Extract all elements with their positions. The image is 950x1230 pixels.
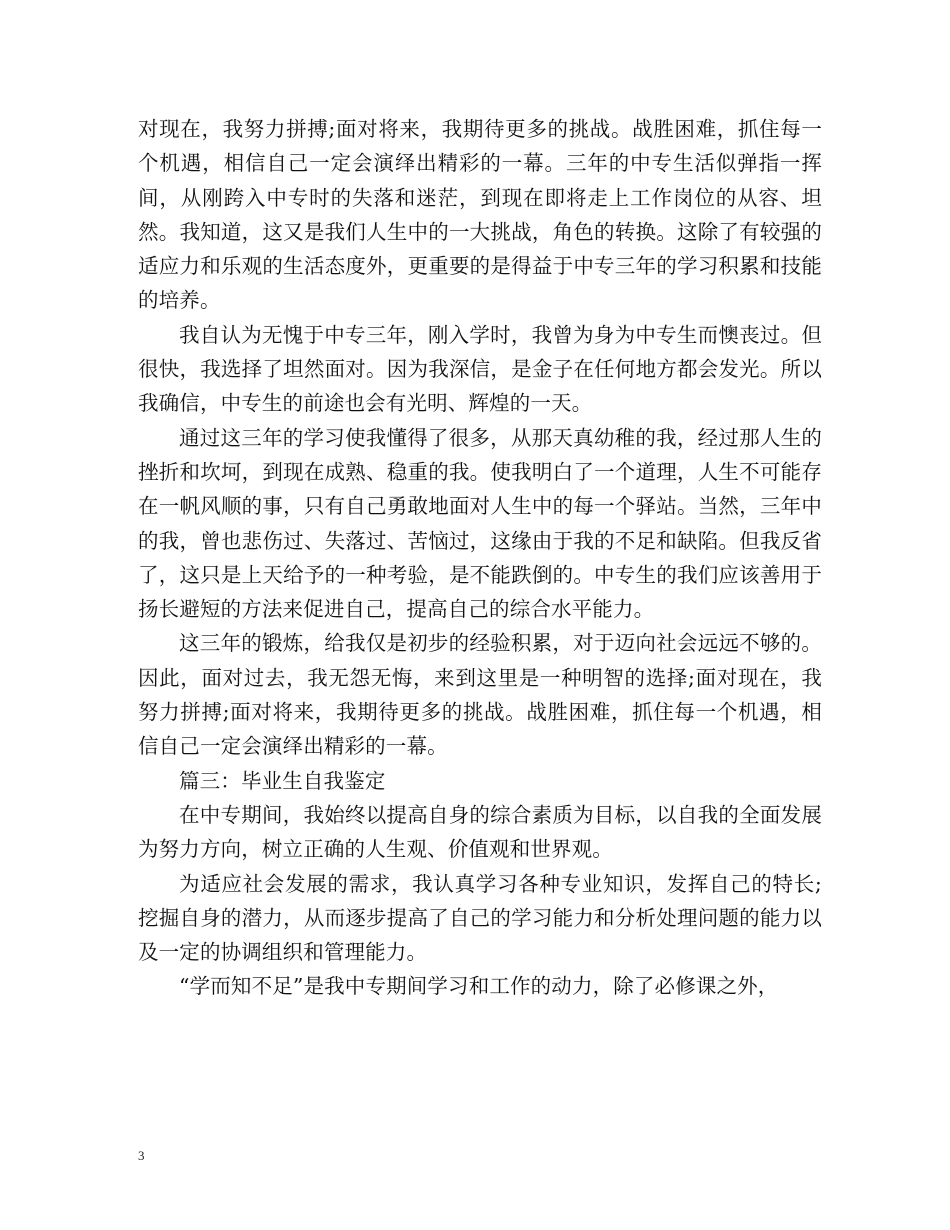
paragraph-continuation: 对现在，我努力拼搏;面对将来，我期待更多的挑战。战胜困难，抓住每一个机遇，相信自己一定会演绎出精彩的一幕。三年的中专生活似弹指一挥间，从刚跨入中专时的失落和迷茫，到现在即将走上工作岗位的从容、坦然。我知道，这又是我们人生中的一大挑战，角色的转换。这除了有较强的适应力和乐观的生活态度外，更重要的是得益于中专三年的学习积累和技能的培养。 <box>138 117 822 313</box>
paragraph: 通过这三年的学习使我懂得了很多，从那天真幼稚的我，经过那人生的挫折和坎坷，到现在成熟、稳重的我。使我明白了一个道理，人生不可能存在一帆风顺的事，只有自己勇敢地面对人生中的每一个驿站。当然，三年中的我，曾也悲伤过、失落过、苦恼过，这缘由于我的不足和缺陷。但我反省了，这只是上天给予的一种考验，是不能跌倒的。中专生的我们应该善用于扬长避短的方法来促进自己，提高自己的综合水平能力。 <box>138 425 822 622</box>
section-heading: 篇三：毕业生自我鉴定 <box>179 768 386 793</box>
paragraph-trailing: “学而知不足”是我中专期间学习和工作的动力，除了必修课之外， <box>179 974 779 999</box>
paragraph: 在中专期间，我始终以提高自身的综合素质为目标，以自我的全面发展为努力方向，树立正确的人生观、价值观和世界观。 <box>138 802 822 862</box>
document-body <box>138 112 822 1004</box>
paragraph: 我自认为无愧于中专三年，刚入学时，我曾为身为中专生而懊丧过。但很快，我选择了坦然面对。因为我深信，是金子在任何地方都会发光。所以我确信，中专生的前途也会有光明、辉煌的一天。 <box>138 322 822 416</box>
page-number: 3 <box>138 1148 145 1163</box>
paragraph: 为适应社会发展的需求，我认真学习各种专业知识，发挥自己的特长;挖掘自身的潜力，从而逐步提高了自己的学习能力和分析处理问题的能力以及一定的协调组织和管理能力。 <box>138 871 822 965</box>
paragraph: 这三年的锻炼，给我仅是初步的经验积累，对于迈向社会远远不够的。因此，面对过去，我无怨无悔，来到这里是一种明智的选择;面对现在，我努力拼搏;面对将来，我期待更多的挑战。战胜困难，抓住每一个机遇，相信自己一定会演绎出精彩的一幕。 <box>138 631 822 759</box>
